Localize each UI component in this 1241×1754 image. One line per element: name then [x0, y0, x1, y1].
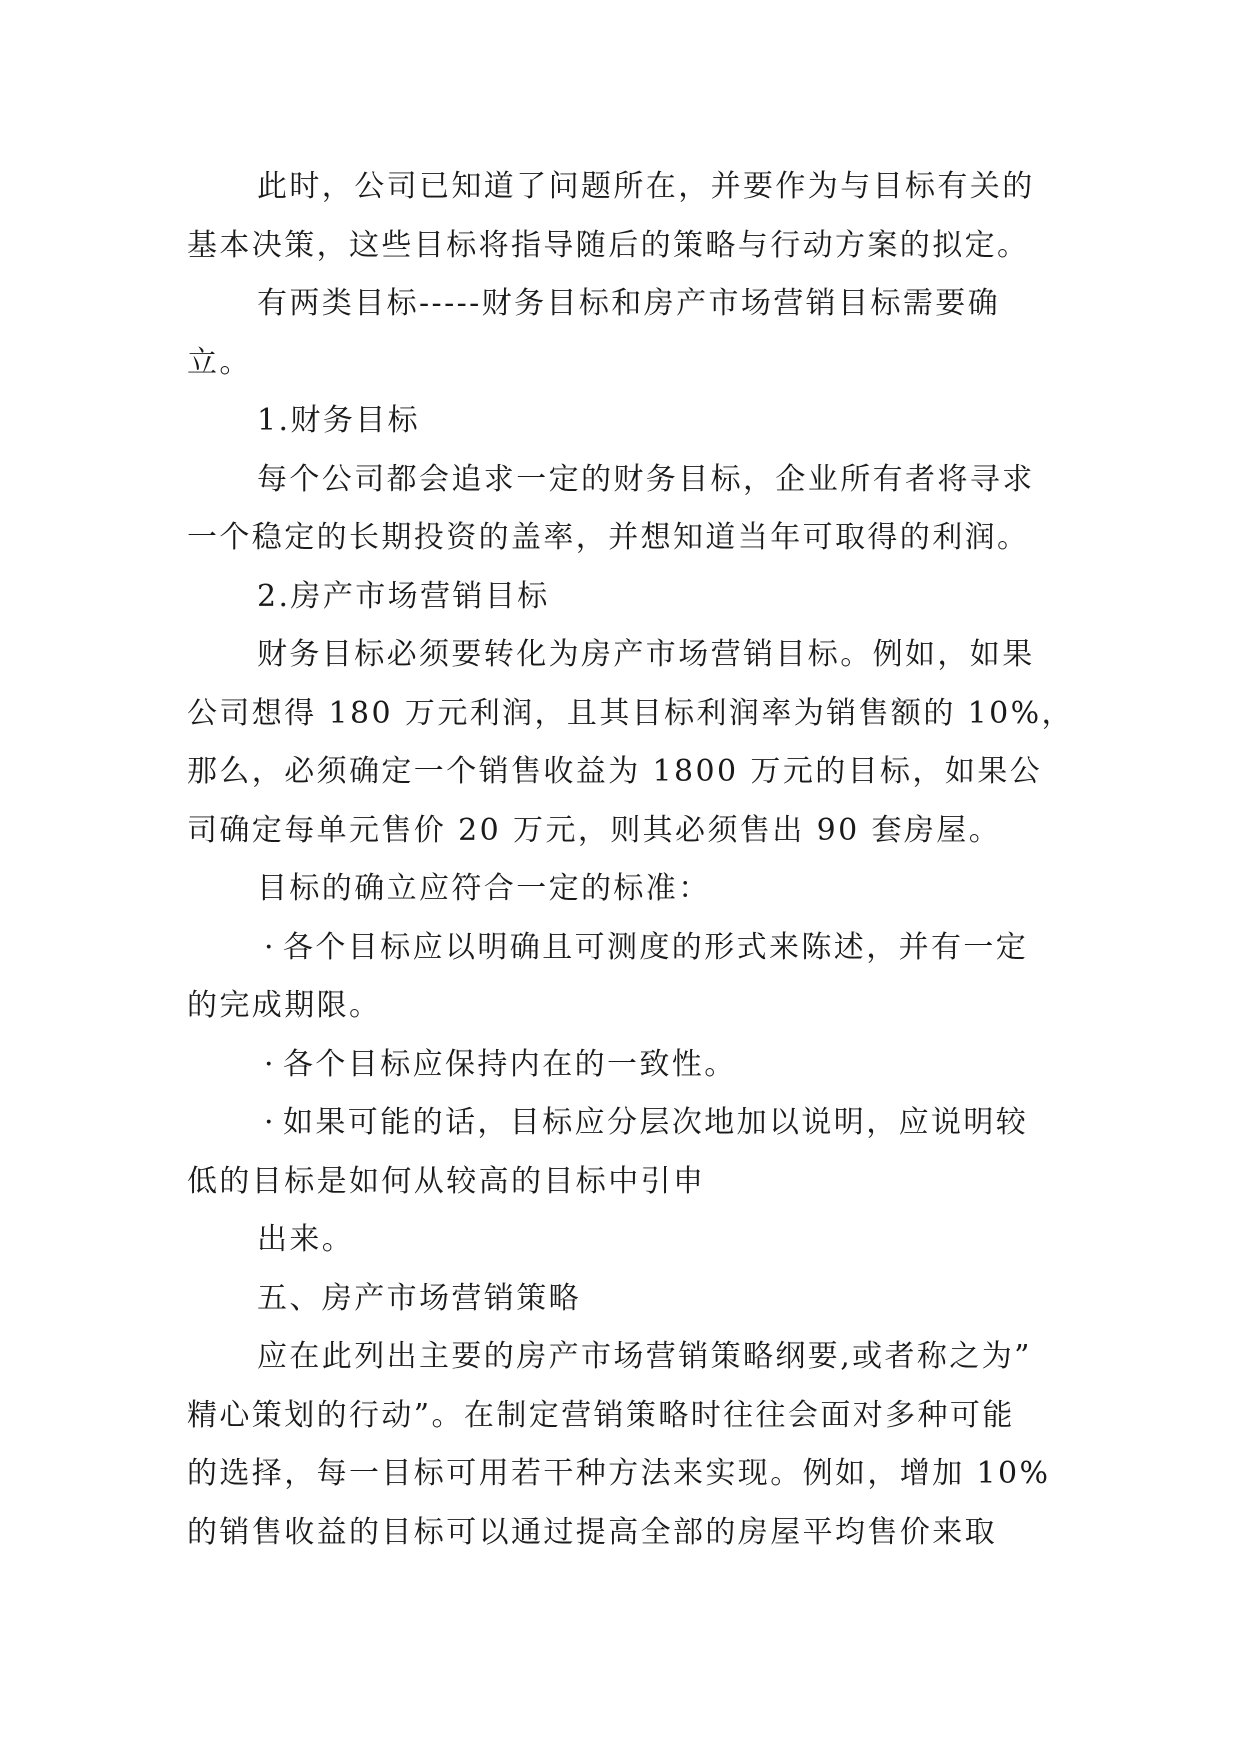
paragraph-line: 那么，必须确定一个销售收益为 1800 万元的目标，如果公: [187, 754, 1043, 789]
paragraph-line: 应在此列出主要的房产市场营销策略纲要,或者称之为”: [257, 1339, 1032, 1374]
bullet-text: 各个目标应以明确且可测度的形式来陈述，并有一定: [283, 929, 1029, 965]
paragraph-line: 有两类目标-----财务目标和房产市场营销目标需要确: [257, 286, 1001, 321]
paragraph-line: 此时，公司已知道了问题所在，并要作为与目标有关的: [257, 169, 1035, 204]
paragraph-line: 基本决策，这些目标将指导随后的策略与行动方案的拟定。: [187, 227, 1030, 263]
paragraph-line: 目标的确立应符合一定的标准：: [257, 871, 711, 906]
bullet-item: [187, 919, 1087, 978]
bullet-text: 各个目标应保持内在的一致性。: [283, 1046, 737, 1082]
bullet-item: [187, 1036, 1087, 1095]
paragraph-line: 一个稳定的长期投资的盖率，并想知道当年可取得的利润。: [187, 520, 1030, 555]
paragraph-line: 每个公司都会追求一定的财务目标，企业所有者将寻求: [257, 461, 1035, 497]
section-heading: 五、房产市场营销策略: [257, 1280, 581, 1316]
bullet-item: [187, 1094, 1087, 1153]
bullet-text: 如果可能的话，目标应分层次地加以说明，应说明较: [283, 1105, 1029, 1140]
paragraph-line: 低的目标是如何从较高的目标中引申: [187, 1163, 706, 1199]
paragraph-line: 立。: [187, 344, 252, 380]
bullet-icon: ·: [264, 1046, 276, 1082]
section-heading: 1.财务目标: [257, 403, 421, 438]
paragraph-line: 司确定每单元售价 20 万元，则其必须售出 90 套房屋。: [187, 812, 1002, 848]
section-heading: 2.房产市场营销目标: [257, 578, 550, 614]
bullet-icon: ·: [264, 929, 276, 965]
body-text: [187, 158, 1087, 1562]
paragraph-line: 的完成期限。: [187, 988, 382, 1023]
paragraph-line: 精心策划的行动”。在制定营销策略时往往会面对多种可能: [187, 1397, 1015, 1433]
paragraph-line: 公司想得 180 万元利润，且其目标利润率为销售额的 10%，: [187, 695, 1074, 731]
paragraph-line: 财务目标必须要转化为房产市场营销目标。例如，如果: [257, 637, 1035, 672]
paragraph-line: 的选择，每一目标可用若干种方法来实现。例如，增加 10%: [187, 1456, 1051, 1491]
bullet-icon: ·: [264, 1105, 276, 1140]
paragraph-line: 的销售收益的目标可以通过提高全部的房屋平均售价来取: [187, 1514, 997, 1550]
paragraph-line: 出来。: [257, 1222, 355, 1257]
